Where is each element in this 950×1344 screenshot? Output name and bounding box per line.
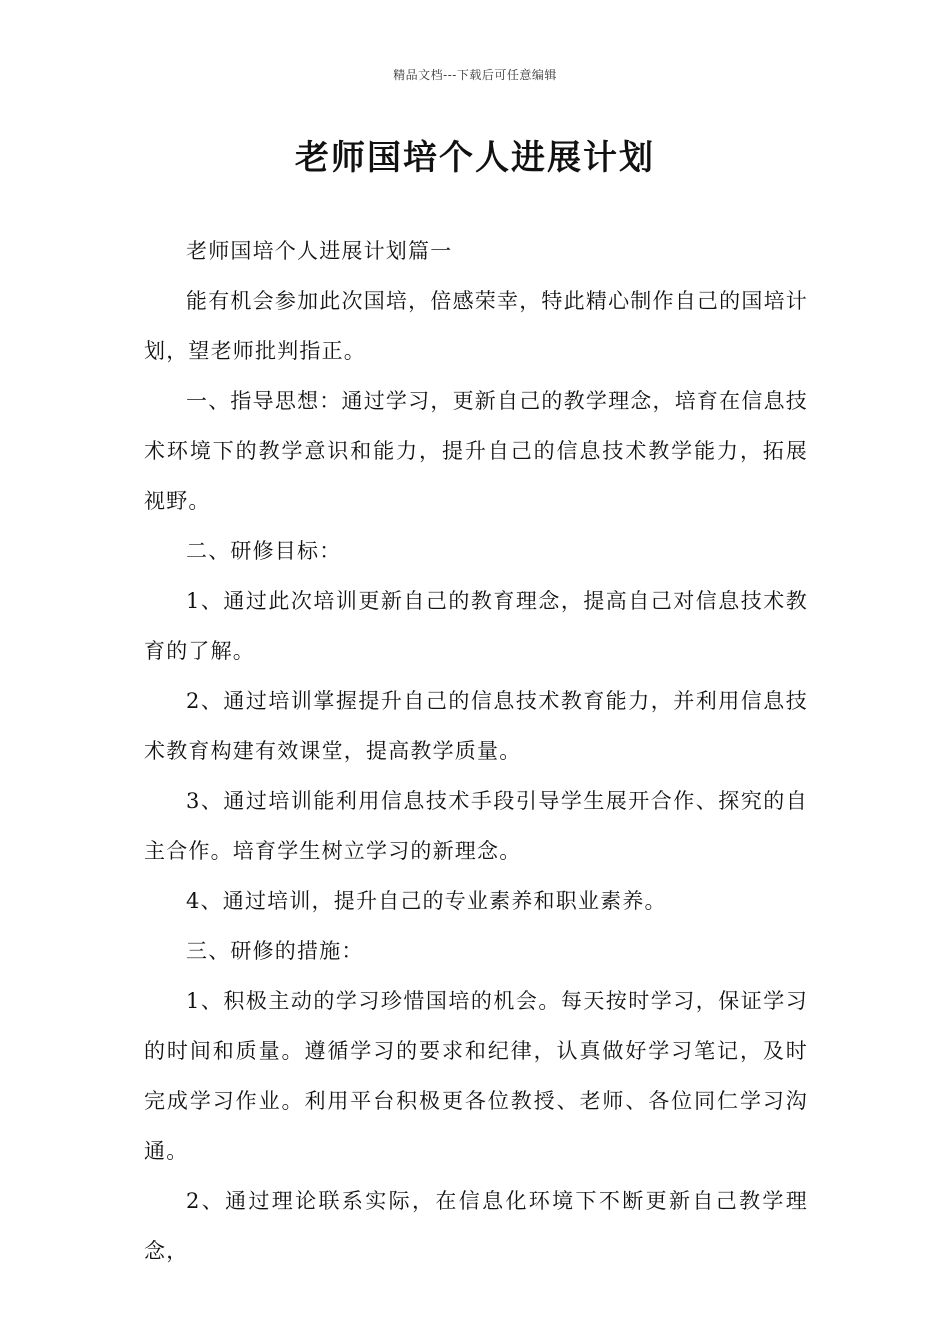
list-item: 1、积极主动的学习珍惜国培的机会。每天按时学习，保证学习的时间和质量。遵循学习的要求和纪律，认真做好学习笔记，及时完成学习作业。利用平台积极更各位教授、老师、各位同仁学习沟通。 [144,989,808,1163]
list-item: 1、通过此次培训更新自己的教育理念，提高自己对信息技术教育的了解。 [144,589,808,663]
paragraph: 一、指导思想：通过学习，更新自己的教学理念，培育在信息技术环境下的教学意识和能力，提升自己的信息技术教学能力，拓展视野。 [144,389,808,513]
section-heading: 三、研修的措施： [186,939,364,963]
section-heading: 老师国培个人进展计划篇一 [186,239,453,263]
list-item: 2、通过理论联系实际，在信息化环境下不断更新自己教学理念， [144,1189,808,1263]
document-body [144,226,808,1276]
document-title: 老师国培个人进展计划 [295,138,655,178]
header-note: 精品文档---下载后可任意编辑 [393,68,557,82]
list-item: 4、通过培训，提升自己的专业素养和职业素养。 [186,889,667,913]
list-item: 3、通过培训能利用信息技术手段引导学生展开合作、探究的自主合作。培育学生树立学习的新理念。 [144,789,808,863]
section-heading: 二、研修目标： [186,539,342,563]
paragraph: 能有机会参加此次国培，倍感荣幸，特此精心制作自己的国培计划，望老师批判指正。 [144,289,808,363]
list-item: 2、通过培训掌握提升自己的信息技术教育能力，并利用信息技术教育构建有效课堂，提高教学质量。 [144,689,808,763]
